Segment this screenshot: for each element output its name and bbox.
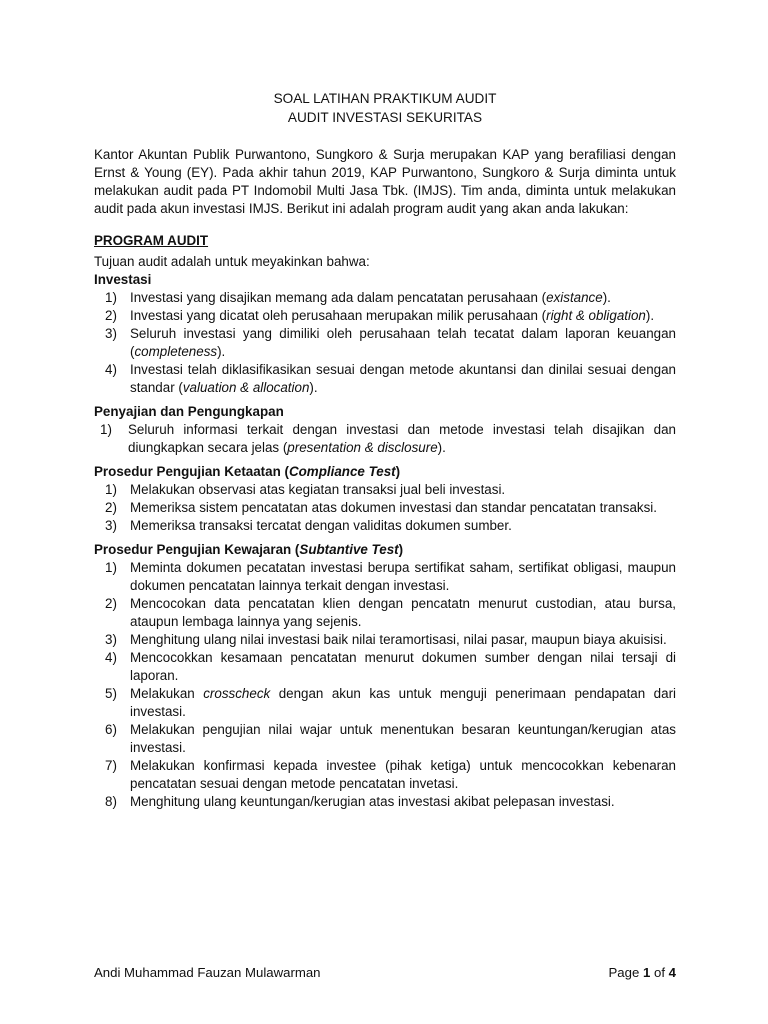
list-item: 4) Investasi telah diklasifikasikan sesuai dengan metode akuntansi dan dinilai sesuai dengan standar (valuation & allocation). bbox=[105, 362, 676, 395]
list-item: 3) Menghitung ulang nilai investasi baik nilai teramortisasi, nilai pasar, maupun biaya akuisisi. bbox=[105, 632, 667, 647]
list-item: 1) Melakukan observasi atas kegiatan transaksi jual beli investasi. bbox=[105, 482, 506, 497]
compliance-test-heading: Prosedur Pengujian Ketaatan (Compliance Test) bbox=[94, 464, 401, 479]
program-audit-heading: PROGRAM AUDIT bbox=[94, 233, 209, 248]
list-item: 7) Melakukan konfirmasi kepada investee (pihak ketiga) untuk mencocokkan kebenaran pencatatan sesuai dengan metode pencatatan invetasi. bbox=[105, 758, 676, 791]
compliance-test-list bbox=[94, 481, 676, 535]
list-item: 8) Menghitung ulang keuntungan/kerugian atas investasi akibat pelepasan investasi. bbox=[105, 794, 615, 809]
list-item: 2) Mencocokan data pencatatan klien dengan pencatatn menurut custodian, atau bursa, ataupun lembaga lainnya yang sejenis. bbox=[105, 596, 676, 629]
list-item: 6) Melakukan pengujian nilai wajar untuk menentukan besaran keuntungan/kerugian atas investasi. bbox=[105, 722, 676, 755]
penyajian-list bbox=[94, 421, 676, 457]
intro-paragraph: Kantor Akuntan Publik Purwantono, Sungkoro & Surja merupakan KAP yang berafiliasi dengan Ernst & Young (EY). Pada akhir tahun 2019, KAP Purwantono, Sungkoro & Surja diminta untuk melakukan audit pada PT Indomobil Multi Jasa Tbk. (IMJS). Tim anda, diminta untuk melakukan audit pada akun investasi IMJS. Berikut ini adalah program audit yang akan anda lakukan: bbox=[94, 147, 676, 216]
list-item: 1) Seluruh informasi terkait dengan investasi dan metode investasi telah disajikan dan diungkapkan secara jelas (presentation & disclosure). bbox=[100, 422, 676, 455]
list-item: 1) Meminta dokumen pecatatan investasi berupa sertifikat saham, sertifikat obligasi, maupun dokumen pencatatan lainnya terkait dengan investasi. bbox=[105, 560, 676, 593]
document-title bbox=[94, 89, 676, 127]
list-item: 3) Memeriksa transaksi tercatat dengan validitas dokumen sumber. bbox=[105, 518, 512, 533]
list-item: 1) Investasi yang disajikan memang ada dalam pencatatan perusahaan (existance). bbox=[105, 290, 611, 305]
substantive-test-list bbox=[94, 559, 676, 811]
document-page bbox=[94, 89, 676, 811]
footer-author: Andi Muhammad Fauzan Mulawarman bbox=[94, 965, 321, 980]
title-line-1: SOAL LATIHAN PRAKTIKUM AUDIT bbox=[273, 91, 497, 106]
penyajian-label: Penyajian dan Pengungkapan bbox=[94, 404, 284, 419]
page-number: Page 1 of 4 bbox=[608, 965, 676, 980]
list-item: 4) Mencocokkan kesamaan pencatatan menurut dokumen sumber dengan nilai tersaji di laporan. bbox=[105, 650, 676, 683]
list-item: 3) Seluruh investasi yang dimiliki oleh perusahaan telah tecatat dalam laporan keuangan (completeness). bbox=[105, 326, 676, 359]
audit-objective: Tujuan audit adalah untuk meyakinkan bahwa: bbox=[94, 254, 370, 269]
list-item: 5) Melakukan crosscheck dengan akun kas untuk menguji penerimaan pendapatan dari investasi. bbox=[105, 686, 676, 719]
investasi-label: Investasi bbox=[94, 272, 152, 287]
list-item: 2) Memeriksa sistem pencatatan atas dokumen investasi dan standar pencatatan transaksi. bbox=[105, 500, 657, 515]
list-item: 2) Investasi yang dicatat oleh perusahaan merupakan milik perusahaan (right & obligation). bbox=[105, 308, 655, 323]
title-line-2: AUDIT INVESTASI SEKURITAS bbox=[287, 110, 483, 125]
substantive-test-heading: Prosedur Pengujian Kewajaran (Subtantive Test) bbox=[94, 542, 404, 557]
investasi-list bbox=[94, 289, 676, 397]
